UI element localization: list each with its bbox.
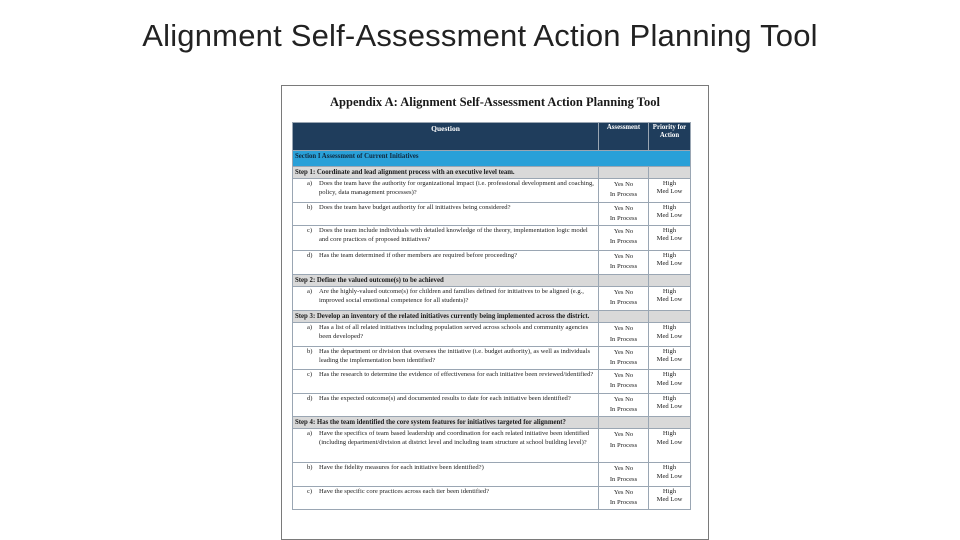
yes-no-options[interactable]: Yes No [613,372,634,380]
priority-high-option[interactable]: High [662,430,677,438]
assessment-cell[interactable] [599,323,649,346]
priority-med-low-option[interactable]: Med Low [656,260,683,268]
question-row [293,429,691,463]
priority-med-low-option[interactable]: Med Low [656,188,683,196]
priority-cell[interactable] [649,463,691,486]
step-assessment-blank [599,167,649,179]
question-label: c) [307,487,313,495]
section-title: Section I Assessment of Current Initiatives [293,151,691,167]
in-process-option[interactable]: In Process [609,441,638,449]
in-process-option[interactable]: In Process [609,263,638,271]
question-text: Does the team include individuals with detailed knowledge of the theory, implementation logic model and core practices of proposed initiatives? [319,227,588,243]
priority-med-low-option[interactable]: Med Low [656,356,683,364]
priority-high-option[interactable]: High [662,347,677,355]
section-row [293,151,691,167]
question-text: Have the fidelity measures for each initiative been identified?) [319,464,484,472]
question-text: Have the specifics of team based leadership and coordination for each related initiative been identified (including department/division at district level and including team structure at school building level)? [319,430,590,447]
in-process-option[interactable]: In Process [609,191,638,199]
question-text: Has the research to determine the evidence of effectiveness for each initiative been reviewed/identified? [319,371,594,379]
step-priority-blank [649,311,691,323]
question-text: Does the team have budget authority for all initiatives being considered? [319,203,511,211]
priority-med-low-option[interactable]: Med Low [656,495,683,503]
step-row [293,275,691,287]
question-row [293,251,691,275]
assessment-cell[interactable] [599,393,649,416]
step-priority-blank [649,417,691,429]
question-row [293,226,691,251]
priority-cell[interactable] [649,346,691,369]
question-row [293,370,691,393]
table-header-row [293,123,691,151]
question-cell [293,486,599,509]
assessment-cell[interactable] [599,179,649,202]
yes-no-options[interactable]: Yes No [613,431,634,439]
question-row [293,463,691,486]
assessment-cell[interactable] [599,226,649,251]
question-row [293,179,691,202]
priority-cell[interactable] [649,202,691,225]
yes-no-options[interactable]: Yes No [613,488,634,496]
question-label: a) [307,324,313,332]
question-label: a) [307,180,313,188]
yes-no-options[interactable]: Yes No [613,181,634,189]
step-title: Step 3: Develop an inventory of the related initiatives currently being implemented across the district. [293,311,599,323]
step-row [293,167,691,179]
question-cell [293,202,599,225]
question-text: Are the highly-valued outcome(s) for children and families defined for initiatives to be aligned (e.g., improved social emotional competence for all students)? [319,288,584,305]
question-row [293,202,691,225]
step-priority-blank [649,275,691,287]
question-header: Question [293,123,599,151]
in-process-option[interactable]: In Process [609,475,638,483]
priority-cell[interactable] [649,370,691,393]
question-text: Has the department or division that oversees the initiative (i.e. budget authority), as well as individuals leading the implementation been identified? [319,347,591,364]
question-label: b) [307,203,313,211]
assessment-cell[interactable] [599,202,649,225]
in-process-option[interactable]: In Process [609,498,638,506]
question-cell [293,226,599,251]
assessment-cell[interactable] [599,370,649,393]
action-planning-table [292,122,691,510]
priority-high-option[interactable]: High [662,464,677,472]
assessment-cell[interactable] [599,251,649,275]
priority-cell[interactable] [649,226,691,251]
in-process-option[interactable]: In Process [609,382,638,390]
yes-no-options[interactable]: Yes No [613,204,634,212]
question-cell [293,370,599,393]
question-cell [293,323,599,346]
yes-no-options[interactable]: Yes No [613,289,634,297]
priority-cell[interactable] [649,393,691,416]
priority-med-low-option[interactable]: Med Low [656,379,683,387]
question-cell [293,287,599,311]
question-row [293,393,691,416]
priority-high-option[interactable]: High [662,227,677,235]
question-label: a) [307,430,313,438]
assessment-header: Assessment [599,123,649,151]
yes-no-options[interactable]: Yes No [613,228,634,236]
slide-title: Alignment Self-Assessment Action Planning Tool [142,18,818,53]
question-cell [293,179,599,202]
priority-med-low-option[interactable]: Med Low [656,296,683,304]
question-label: a) [307,288,313,296]
document-title: Appendix A: Alignment Self-Assessment Action Planning Tool [330,95,660,109]
in-process-option[interactable]: In Process [609,335,638,343]
step-row [293,417,691,429]
step-row [293,311,691,323]
question-text: Has the team determined if other members are required before proceeding? [319,252,518,260]
step-assessment-blank [599,417,649,429]
step-assessment-blank [599,275,649,287]
question-label: d) [307,394,313,402]
question-label: c) [307,227,313,235]
priority-med-low-option[interactable]: Med Low [656,235,683,243]
priority-cell[interactable] [649,323,691,346]
question-cell [293,393,599,416]
priority-cell[interactable] [649,429,691,463]
priority-high-option[interactable]: High [662,203,677,211]
assessment-cell[interactable] [599,463,649,486]
document-page [281,85,709,540]
yes-no-options[interactable]: Yes No [613,325,634,333]
in-process-option[interactable]: In Process [609,214,638,222]
priority-med-low-option[interactable]: Med Low [656,211,683,219]
priority-med-low-option[interactable]: Med Low [656,402,683,410]
step-priority-blank [649,167,691,179]
priority-med-low-option[interactable]: Med Low [656,332,683,340]
question-cell [293,429,599,463]
priority-med-low-option[interactable]: Med Low [656,472,683,480]
priority-header: Priority for Action [649,123,691,151]
yes-no-options[interactable]: Yes No [613,465,634,473]
question-label: d) [307,252,313,260]
in-process-option[interactable]: In Process [609,238,638,246]
question-cell [293,251,599,275]
yes-no-options[interactable]: Yes No [613,395,634,403]
priority-cell[interactable] [649,179,691,202]
assessment-cell[interactable] [599,287,649,311]
priority-high-option[interactable]: High [662,288,677,296]
question-row [293,486,691,509]
question-text: Has a list of all related initiatives including population served across schools and community agencies been developed? [319,324,589,341]
question-label: b) [307,464,313,472]
question-cell [293,346,599,369]
question-row [293,346,691,369]
assessment-cell[interactable] [599,429,649,463]
assessment-cell[interactable] [599,346,649,369]
question-label: b) [307,347,313,355]
priority-high-option[interactable]: High [662,180,677,188]
yes-no-options[interactable]: Yes No [613,253,634,261]
priority-cell[interactable] [649,287,691,311]
priority-high-option[interactable]: High [662,324,677,332]
priority-high-option[interactable]: High [662,252,677,260]
assessment-cell[interactable] [599,486,649,509]
step-assessment-blank [599,311,649,323]
question-cell [293,463,599,486]
in-process-option[interactable]: In Process [609,359,638,367]
step-title: Step 2: Define the valued outcome(s) to be achieved [293,275,599,287]
in-process-option[interactable]: In Process [609,405,638,413]
step-title: Step 1: Coordinate and lead alignment process with an executive level team. [293,167,599,179]
priority-high-option[interactable]: High [662,487,677,495]
question-row [293,287,691,311]
step-title: Step 4: Has the team identified the core system features for initiatives targeted for alignment? [293,417,599,429]
priority-high-option[interactable]: High [662,371,677,379]
in-process-option[interactable]: In Process [609,299,638,307]
priority-high-option[interactable]: High [662,394,677,402]
question-label: c) [307,371,313,379]
question-text: Have the specific core practices across each tier been identified? [319,487,490,495]
question-row [293,323,691,346]
priority-cell[interactable] [649,486,691,509]
yes-no-options[interactable]: Yes No [613,348,634,356]
priority-cell[interactable] [649,251,691,275]
question-text: Has the expected outcome(s) and documented results to date for each initiative been identified? [319,394,571,402]
question-text: Does the team have the authority for organizational impact (i.e. professional development and coaching, policy, data management processes)? [319,180,594,197]
priority-med-low-option[interactable]: Med Low [656,438,683,446]
